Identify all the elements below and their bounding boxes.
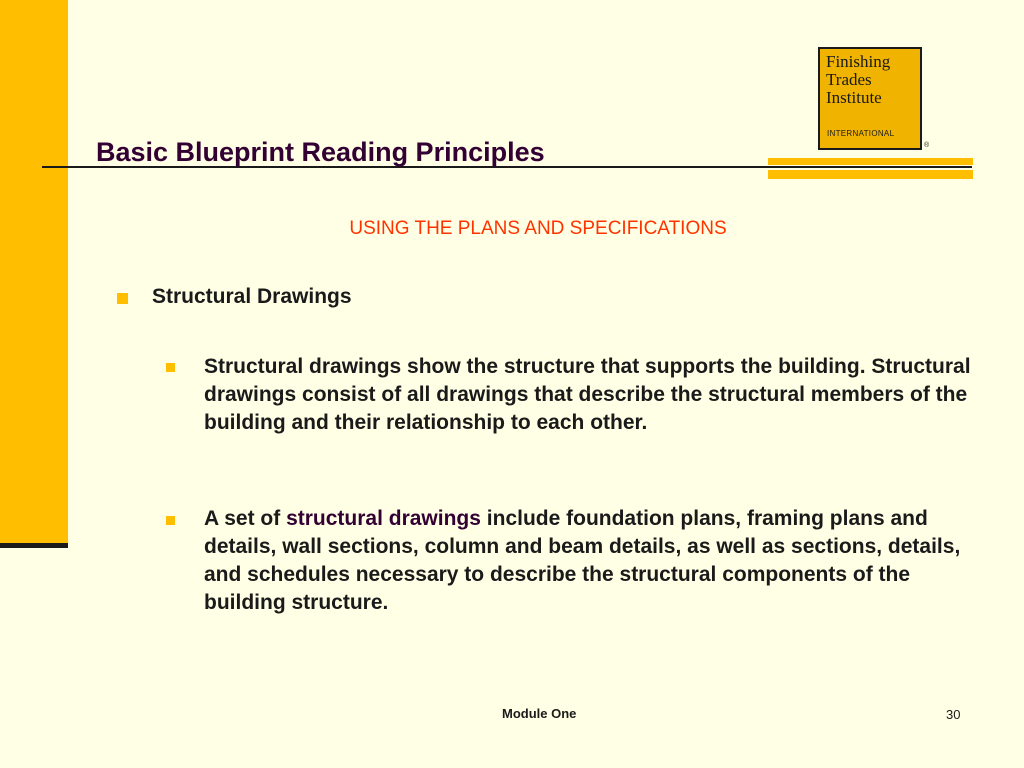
logo-text-international: INTERNATIONAL: [827, 129, 895, 138]
logo-text-line-3: Institute: [826, 88, 882, 107]
slide-title: Basic Blueprint Reading Principles: [96, 137, 545, 167]
highlighted-term: structural drawings: [286, 507, 481, 530]
bullet-square-icon: [166, 516, 175, 525]
paragraph-structural-drawings-set: [204, 505, 974, 617]
logo-text-line-2: Trades: [826, 70, 872, 89]
registered-mark: ®: [924, 142, 930, 149]
paragraph-prefix: A set of: [204, 507, 287, 530]
left-accent-bar: [0, 0, 68, 548]
slide-subtitle: USING THE PLANS AND SPECIFICATIONS: [349, 218, 727, 239]
logo-text-line-1: Finishing: [826, 52, 891, 71]
footer-module-label: Module One: [502, 706, 577, 721]
bullet-square-icon: [117, 293, 128, 304]
left-accent-underline: [0, 543, 68, 548]
bullet-structural-drawings: Structural Drawings: [152, 285, 352, 308]
footer-page-number: 30: [946, 707, 961, 722]
right-accent-strip-bottom: [768, 170, 973, 179]
paragraph-structural-drawings-definition: Structural drawings show the structure that supports the building. Structural drawings consist of all drawings that describe the structural members of the building and their relationship to each other.: [204, 355, 971, 434]
bullet-square-icon: [166, 363, 175, 372]
right-accent-strip-top: [768, 158, 973, 165]
finishing-trades-institute-logo: [818, 47, 922, 150]
paragraph-suffix: include foundation plans, framing plans and details, wall sections, column and beam details, as well as sections, details, and schedules necessary to describe the structural components of the building structure.: [204, 507, 961, 614]
